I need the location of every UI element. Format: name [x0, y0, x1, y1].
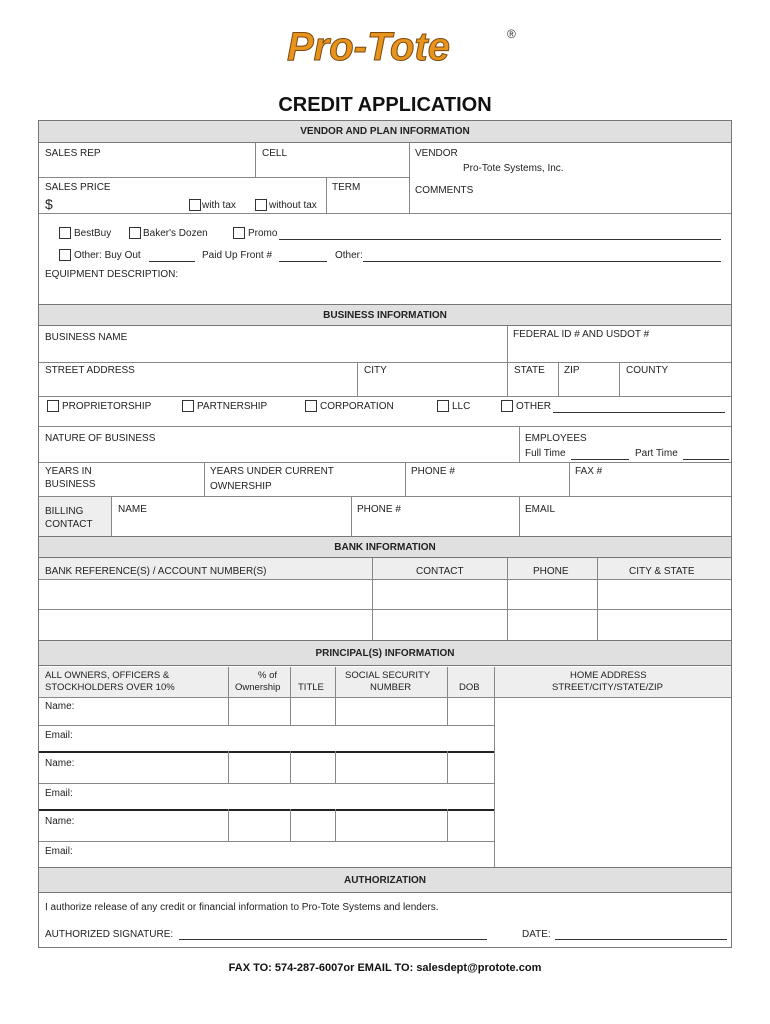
billing-name-label: NAME — [118, 504, 147, 515]
home-col-label-2: STREET/CITY/STATE/ZIP — [552, 682, 664, 693]
term-label: TERM — [332, 182, 361, 193]
billing-phone-label: PHONE # — [357, 504, 401, 515]
llc-label: LLC — [452, 401, 471, 412]
ssn-col-label-1: SOCIAL SECURITY — [345, 670, 431, 681]
other-label: Other: — [335, 250, 363, 261]
bank-col-phone: PHONE — [533, 566, 569, 577]
federal-id-label: FEDERAL ID # AND USDOT # — [513, 329, 650, 340]
page-title: CREDIT APPLICATION — [278, 94, 492, 116]
authorization-section-header: AUTHORIZATION — [39, 867, 731, 893]
bestbuy-checkbox[interactable] — [59, 227, 71, 239]
bank-col-contact: CONTACT — [416, 566, 464, 577]
registered-mark: ® — [507, 27, 516, 41]
other-line[interactable] — [363, 261, 721, 262]
title-col-label: TITLE — [298, 682, 324, 693]
vendor-value: Pro-Tote Systems, Inc. — [463, 163, 564, 174]
fax-email-footer: FAX TO: 574-287-6007or EMAIL TO: salesdept@protote.com — [228, 962, 542, 974]
proprietorship-label: PROPRIETORSHIP — [62, 401, 152, 412]
nature-of-business-label: NATURE OF BUSINESS — [45, 433, 156, 444]
credit-application-form — [38, 120, 732, 948]
paid-up-front-label: Paid Up Front # — [202, 250, 273, 261]
dob-col-label: DOB — [459, 682, 480, 693]
bank-section-header: BANK INFORMATION — [39, 536, 731, 558]
with-tax-checkbox[interactable] — [189, 199, 201, 211]
other-type-line[interactable] — [553, 412, 725, 413]
principal-3-email-label: Email: — [45, 846, 73, 857]
bank-col-city-state: CITY & STATE — [629, 566, 695, 577]
full-time-label: Full Time — [525, 448, 566, 459]
business-section-header: BUSINESS INFORMATION — [39, 304, 731, 326]
cell-label: CELL — [262, 148, 288, 159]
vendor-label: VENDOR — [415, 148, 458, 159]
pct-col-label-2: Ownership — [235, 682, 281, 693]
owners-col-label-2: STOCKHOLDERS OVER 10% — [45, 682, 175, 693]
corporation-label: CORPORATION — [320, 401, 394, 412]
partnership-checkbox[interactable] — [182, 400, 194, 412]
authorization-statement: I authorize release of any credit or financial information to Pro-Tote Systems and lenders. — [45, 902, 439, 913]
principal-2-email-label: Email: — [45, 788, 73, 799]
corporation-checkbox[interactable] — [305, 400, 317, 412]
equipment-description-label: EQUIPMENT DESCRIPTION: — [45, 269, 179, 280]
employees-label: EMPLOYEES — [525, 433, 587, 444]
principal-1-name-label: Name: — [45, 701, 75, 712]
years-under-label-2: OWNERSHIP — [210, 481, 272, 492]
billing-contact-label-1: BILLING — [45, 506, 84, 517]
owners-col-label-1: ALL OWNERS, OFFICERS & — [45, 670, 170, 681]
ssn-col-label-2: NUMBER — [370, 682, 412, 693]
other-buyout-checkbox[interactable] — [59, 249, 71, 261]
bestbuy-label: BestBuy — [74, 228, 112, 239]
part-time-label: Part Time — [635, 448, 678, 459]
dollar-sign: $ — [45, 196, 53, 212]
full-time-line[interactable] — [571, 459, 629, 460]
vendor-section-header: VENDOR AND PLAN INFORMATION — [39, 121, 731, 143]
with-tax-label: with tax — [202, 200, 236, 211]
years-in-business-label-2: BUSINESS — [45, 479, 96, 490]
principal-3-name-label: Name: — [45, 816, 75, 827]
county-label: COUNTY — [626, 365, 669, 376]
business-name-label: BUSINESS NAME — [45, 332, 128, 343]
without-tax-label: without tax — [269, 200, 317, 211]
billing-email-label: EMAIL — [525, 504, 556, 515]
promo-checkbox[interactable] — [233, 227, 245, 239]
other-buyout-label: Other: Buy Out — [74, 250, 141, 261]
zip-label: ZIP — [564, 365, 580, 376]
pro-tote-logo — [285, 22, 525, 72]
years-in-business-label-1: YEARS IN — [45, 466, 92, 477]
principal-2-name-label: Name: — [45, 758, 75, 769]
other-type-checkbox[interactable] — [501, 400, 513, 412]
principals-section-header: PRINCIPAL(S) INFORMATION — [39, 640, 731, 666]
promo-label: Promo — [248, 228, 278, 239]
other-type-label: OTHER — [516, 401, 551, 412]
pct-col-label-1: % of — [258, 670, 278, 681]
principal-1-email-label: Email: — [45, 730, 73, 741]
bank-col-reference: BANK REFERENCE(S) / ACCOUNT NUMBER(S) — [45, 566, 267, 577]
bakers-dozen-checkbox[interactable] — [129, 227, 141, 239]
state-label: STATE — [514, 365, 545, 376]
sales-price-label: SALES PRICE — [45, 182, 111, 193]
promo-line[interactable] — [279, 239, 721, 240]
partnership-label: PARTNERSHIP — [197, 401, 268, 412]
years-under-label-1: YEARS UNDER CURRENT — [210, 466, 334, 477]
proprietorship-checkbox[interactable] — [47, 400, 59, 412]
comments-label: COMMENTS — [415, 185, 474, 196]
date-line[interactable] — [555, 939, 727, 940]
signature-line[interactable] — [179, 939, 487, 940]
llc-checkbox[interactable] — [437, 400, 449, 412]
part-time-line[interactable] — [683, 459, 729, 460]
street-address-label: STREET ADDRESS — [45, 365, 135, 376]
city-label: CITY — [364, 365, 387, 376]
sales-rep-label: SALES REP — [45, 148, 101, 159]
logo-text: Pro-Tote — [287, 25, 450, 69]
without-tax-checkbox[interactable] — [255, 199, 267, 211]
paid-up-front-line[interactable] — [279, 261, 327, 262]
date-label: DATE: — [522, 929, 551, 940]
authorized-signature-label: AUTHORIZED SIGNATURE: — [45, 929, 174, 940]
buyout-line[interactable] — [149, 261, 195, 262]
fax-label: FAX # — [575, 466, 603, 477]
home-col-label-1: HOME ADDRESS — [570, 670, 647, 681]
bakers-dozen-label: Baker's Dozen — [143, 228, 208, 239]
phone-label: PHONE # — [411, 466, 455, 477]
billing-contact-label-2: CONTACT — [45, 519, 93, 530]
